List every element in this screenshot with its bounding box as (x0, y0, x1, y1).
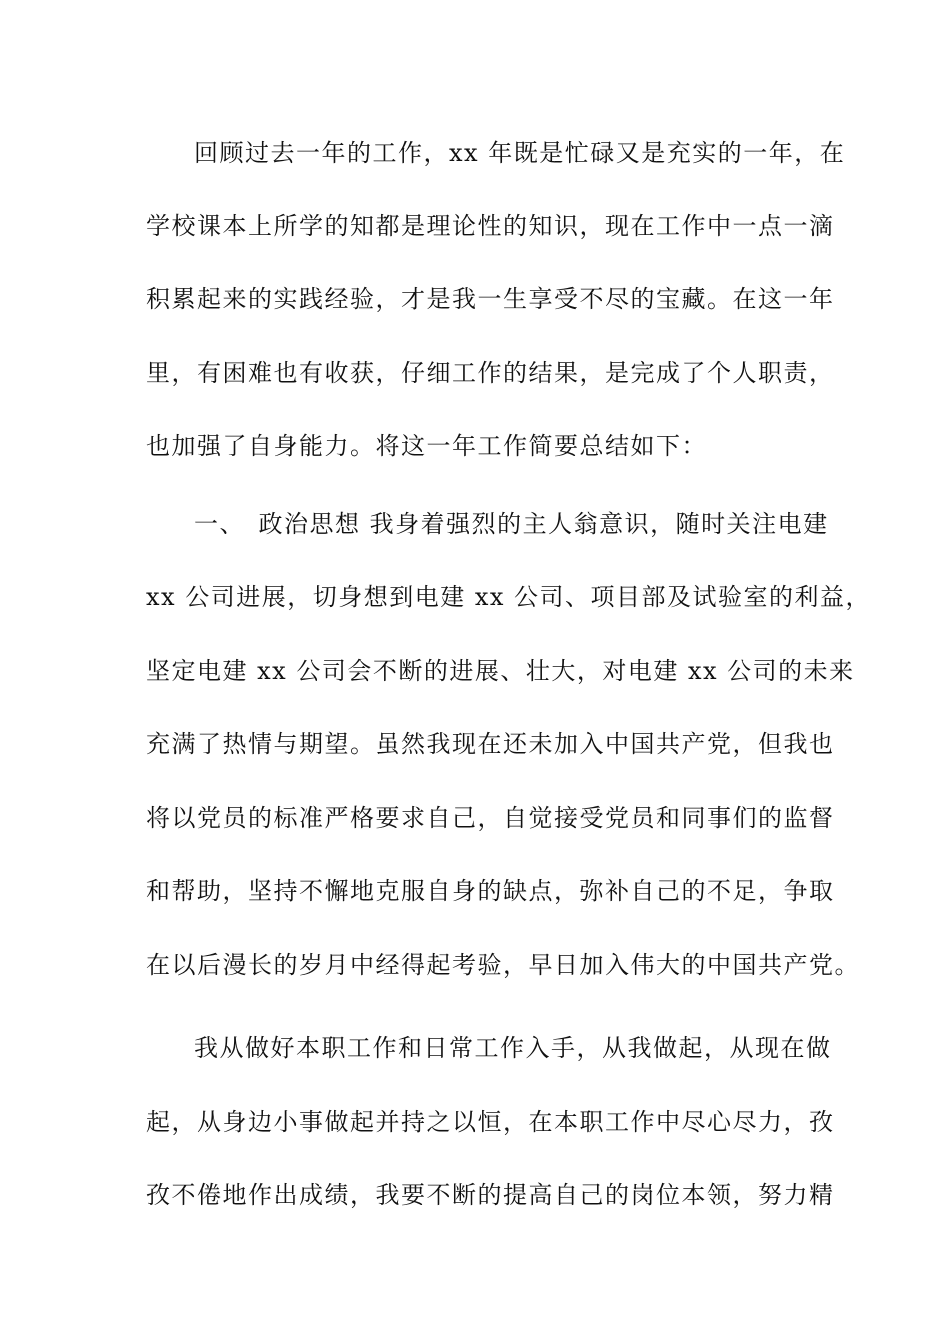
paragraph-2-line-5: 将以党员的标准严格要求自己，自觉接受党员和同事们的监督 (146, 804, 835, 832)
paragraph-1-line-1: 回顾过去一年的工作，xx 年既是忙碌又是充实的一年，在 (194, 139, 846, 167)
paragraph-3-line-3: 孜不倦地作出成绩，我要不断的提高自己的岗位本领，努力精 (146, 1181, 835, 1209)
paragraph-1-line-3: 积累起来的实践经验，才是我一生享受不尽的宝藏。在这一年 (146, 285, 835, 313)
paragraph-3-line-2: 起，从身边小事做起并持之以恒，在本职工作中尽心尽力，孜 (146, 1108, 835, 1136)
paragraph-1-line-2: 学校课本上所学的知都是理论性的知识，现在工作中一点一滴 (146, 212, 835, 240)
paragraph-2-line-6: 和帮助，坚持不懈地克服自身的缺点，弥补自己的不足，争取 (146, 877, 835, 905)
paragraph-1-line-5: 也加强了自身能力。将这一年工作简要总结如下： (146, 432, 707, 460)
paragraph-2-line-7: 在以后漫长的岁月中经得起考验，早日加入伟大的中国共产党。 (146, 951, 860, 979)
paragraph-3-line-1: 我从做好本职工作和日常工作入手，从我做起，从现在做 (194, 1034, 832, 1062)
paragraph-2-line-3: 坚定电建 xx 公司会不断的进展、壮大，对电建 xx 公司的未来 (146, 657, 855, 685)
paragraph-2-line-1: 一、 政治思想 我身着强烈的主人翁意识，随时关注电建 (194, 510, 829, 538)
paragraph-1-line-4: 里，有困难也有收获，仔细工作的结果，是完成了个人职责， (146, 359, 835, 387)
paragraph-2-line-2: xx 公司进展，切身想到电建 xx 公司、项目部及试验室的利益， (146, 583, 872, 611)
paragraph-2-line-4: 充满了热情与期望。虽然我现在还未加入中国共产党，但我也 (146, 730, 835, 758)
